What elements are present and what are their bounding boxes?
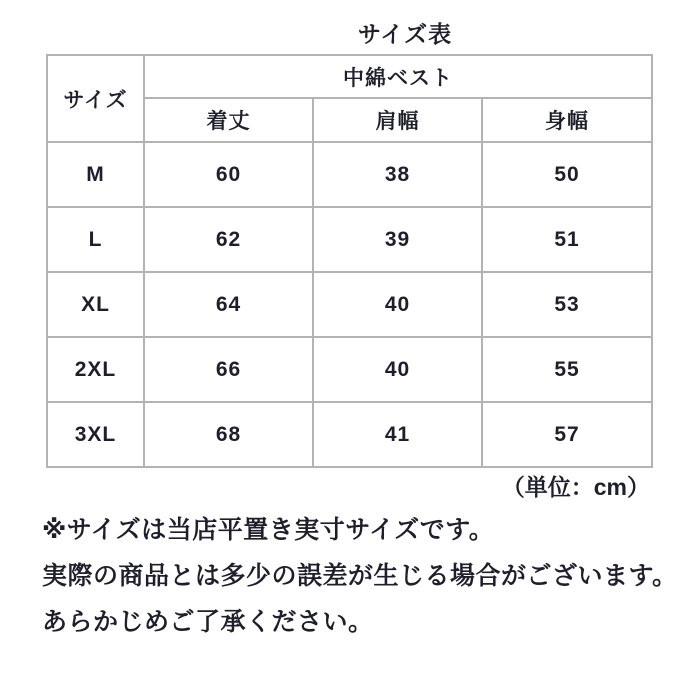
value-cell: 39 (313, 207, 482, 272)
value-cell: 50 (482, 142, 652, 207)
table-row (47, 207, 652, 272)
value-cell: 38 (313, 142, 482, 207)
value-cell: 62 (144, 207, 313, 272)
table-row (47, 337, 652, 402)
note-acknowledgement: あらかじめご了承ください。 (42, 608, 374, 636)
value-cell: 40 (313, 337, 482, 402)
column-header-shoulder: 肩幅 (313, 98, 482, 142)
size-cell: L (47, 207, 144, 272)
value-cell: 55 (482, 337, 652, 402)
value-cell: 51 (482, 207, 652, 272)
value-cell: 68 (144, 402, 313, 467)
value-cell: 64 (144, 272, 313, 337)
group-header-row (47, 55, 652, 98)
size-table (46, 54, 653, 468)
disclaimer-notes (42, 507, 698, 645)
size-cell: M (47, 142, 144, 207)
size-cell: 2XL (47, 337, 144, 402)
table-row (47, 402, 652, 467)
size-cell: XL (47, 272, 144, 337)
value-cell: 60 (144, 142, 313, 207)
value-cell: 57 (482, 402, 652, 467)
value-cell: 40 (313, 272, 482, 337)
size-cell: 3XL (47, 402, 144, 467)
page-title: サイズ表 (357, 21, 453, 47)
column-header-width: 身幅 (482, 98, 652, 142)
value-cell: 53 (482, 272, 652, 337)
note-tolerance: 実際の商品とは多少の誤差が生じる場合がございます。 (42, 562, 678, 590)
table-row (47, 142, 652, 207)
value-cell: 41 (313, 402, 482, 467)
value-cell: 66 (144, 337, 313, 402)
column-header-length: 着丈 (144, 98, 313, 142)
note-measurement-method: ※サイズは当店平置き実寸サイズです。 (42, 516, 495, 544)
table-row (47, 272, 652, 337)
unit-note: （単位：cm） (501, 474, 650, 500)
group-header-product: 中綿ベスト (144, 55, 652, 98)
corner-header-size: サイズ (47, 55, 144, 142)
